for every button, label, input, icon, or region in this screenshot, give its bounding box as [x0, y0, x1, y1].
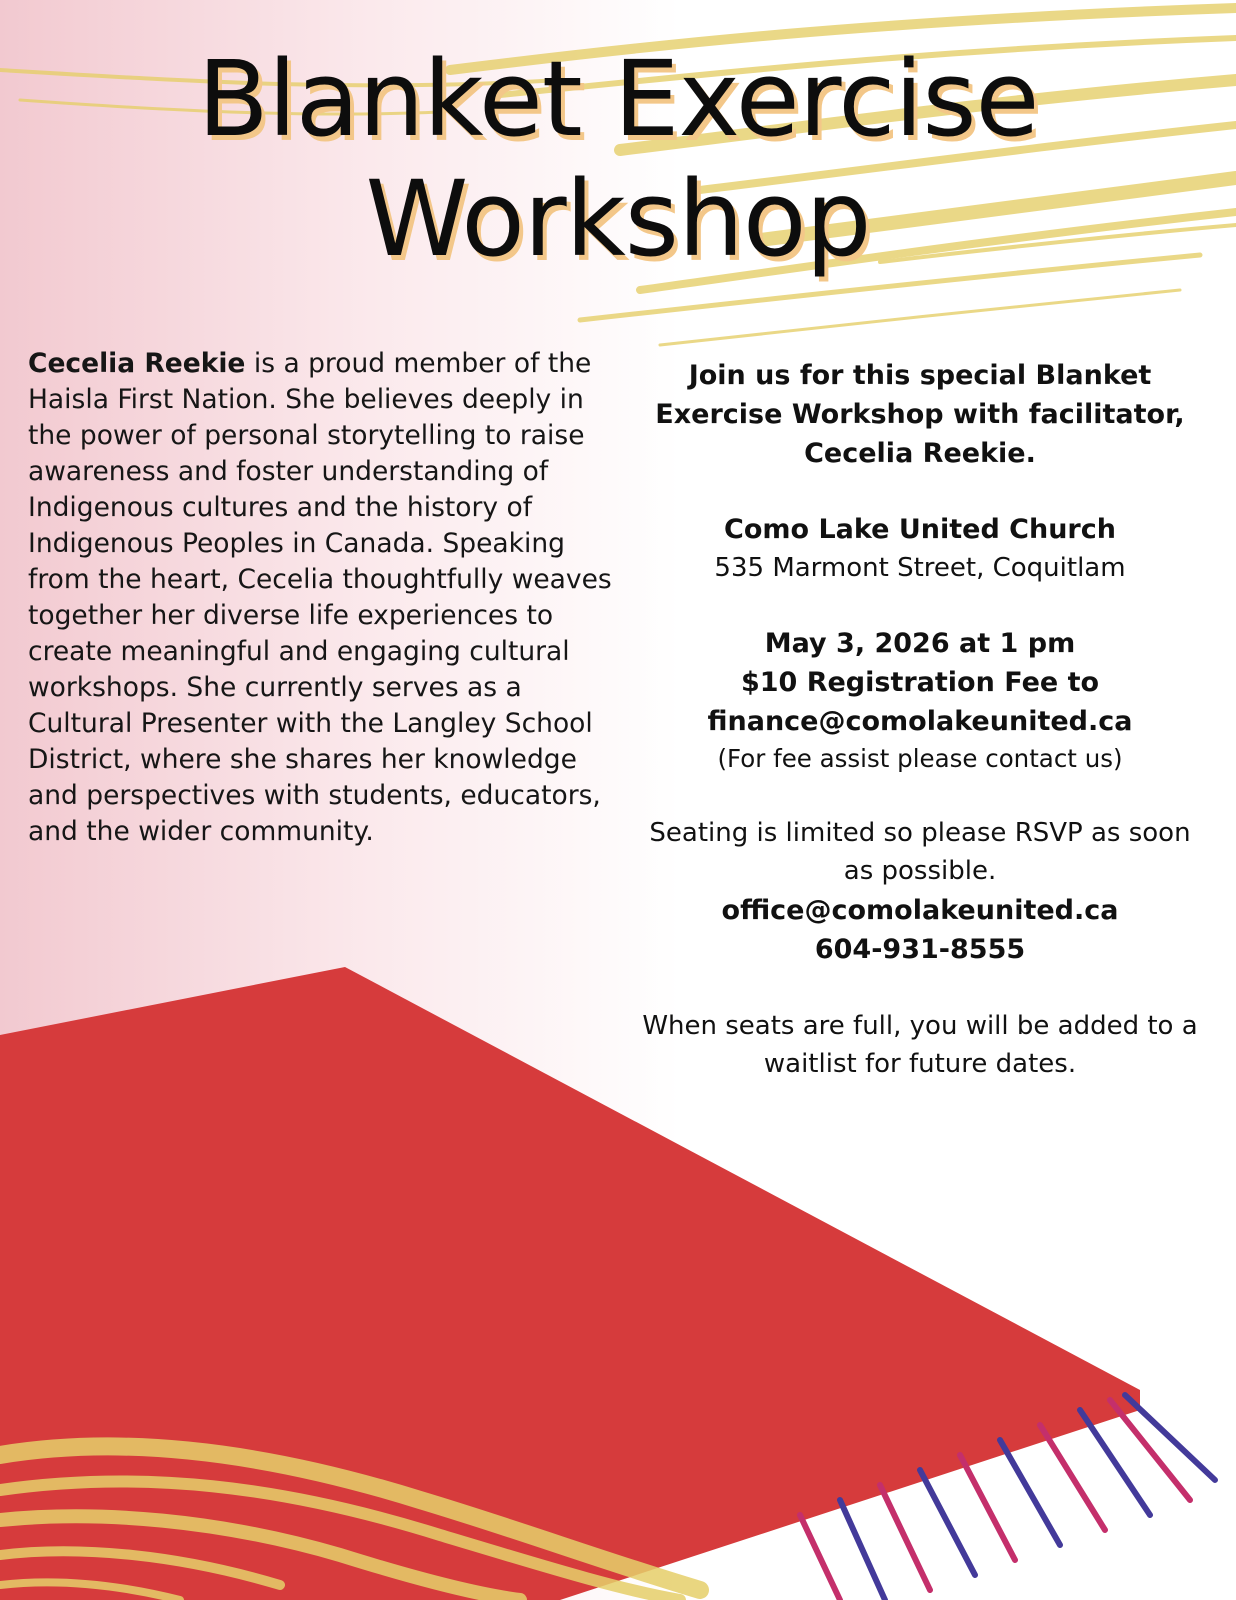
phone-number: 604-931-8555 [814, 934, 1026, 965]
facilitator-name: Cecelia Reekie [28, 348, 246, 379]
facilitator-bio [28, 346, 628, 850]
finance-email: finance@comolakeunited.ca [707, 706, 1133, 737]
waitlist-note: When seats are full, you will be added to a waitlist for future dates. [642, 1011, 1198, 1079]
fee-assist-note: (For fee assist please contact us) [717, 744, 1123, 773]
seating-note: Seating is limited so please RSVP as soon as possible. [649, 818, 1191, 886]
bio-text: is a proud member of the Haisla First Nation. She believes deeply in the power of personal storytelling to raise awareness and foster understanding of Indigenous cultures and the history of Indigenous Peoples in Canada. Speaking from the heart, Cecelia thoughtfully weaves together her diverse life experiences to create meaningful and engaging cultural workshops. She currently serves as a Cultural Presenter with the Langley School District, where she shares her knowledge and perspectives with students, educators, and the wider community. [28, 348, 612, 847]
registration-fee: $10 Registration Fee to [740, 667, 1100, 698]
office-email: office@comolakeunited.ca [721, 895, 1119, 926]
title-line-1: Blanket Exercise [197, 38, 1039, 160]
event-intro: Join us for this special Blanket Exercise Workshop with facilitator, Cecelia Reekie. [655, 360, 1185, 469]
title-line-2: Workshop [365, 158, 871, 280]
venue-name: Como Lake United Church [724, 514, 1116, 545]
event-datetime: May 3, 2026 at 1 pm [764, 628, 1076, 659]
venue-address: 535 Marmont Street, Coquitlam [714, 553, 1126, 583]
